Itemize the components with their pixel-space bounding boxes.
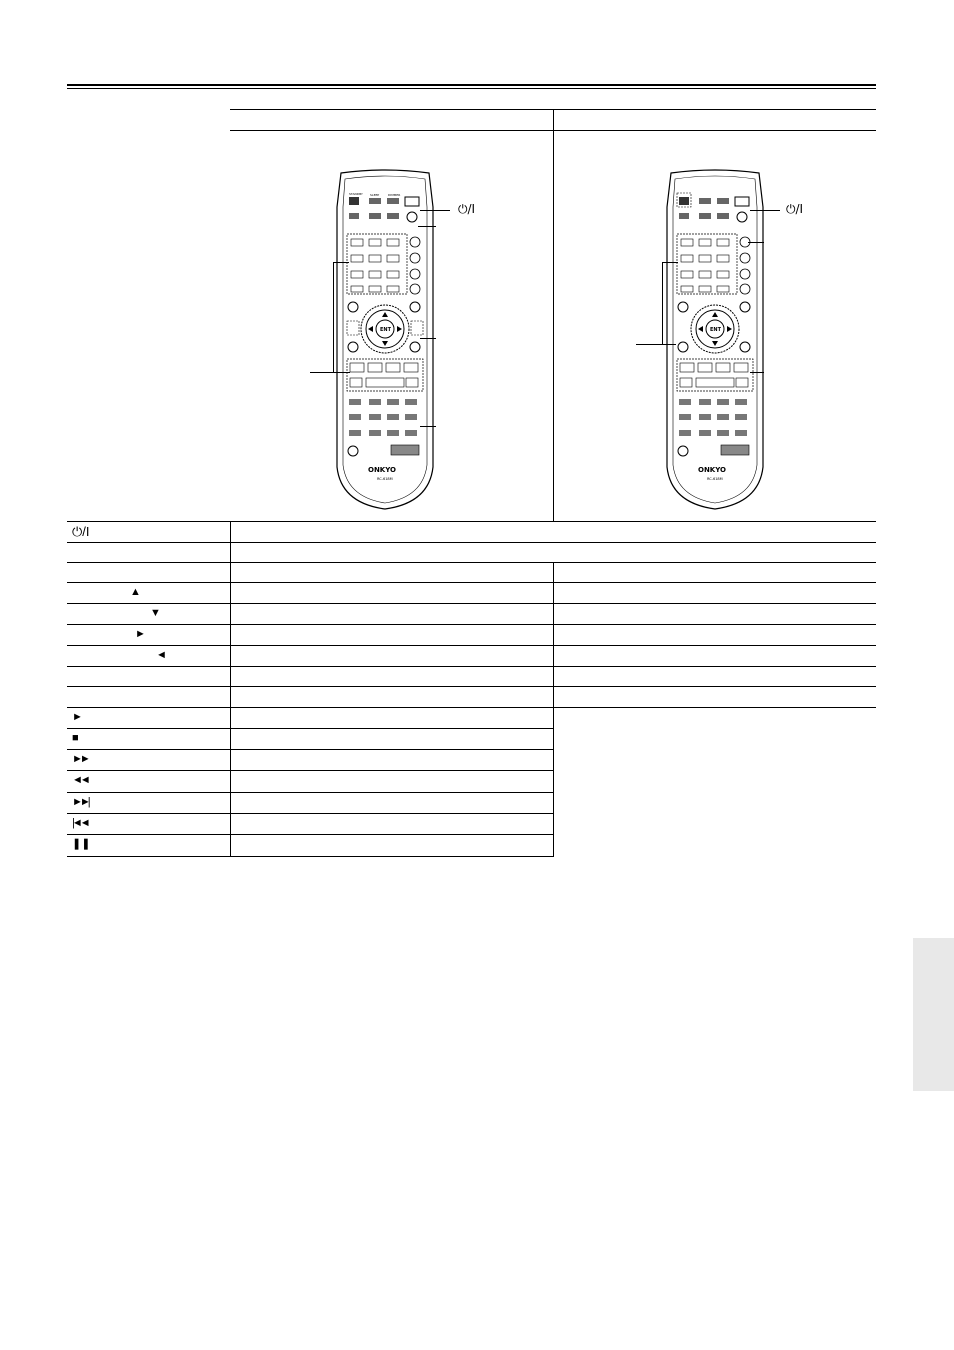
row-line [67,582,876,583]
left-callout-inputs [420,426,436,427]
row-symbol-power: ⏻/I [72,524,90,539]
left-callout-transport [310,372,350,373]
left-callout-power [420,210,450,211]
svg-text:RC-618M: RC-618M [707,477,723,481]
row-line [67,666,876,667]
row-line [67,728,554,729]
svg-text:ONKYO: ONKYO [698,466,727,474]
top-rule-thin [67,88,876,89]
row-line [67,834,554,835]
row-line [67,813,554,814]
right-callout-power-label: ⏻/I [786,202,804,216]
row-symbol-previous: |◄◄ [72,817,88,829]
row-line [67,770,554,771]
left-callout-arrows [420,338,436,339]
svg-text:RC-618M: RC-618M [377,477,393,481]
left-callout-bracket [333,262,334,372]
row-line [67,749,554,750]
svg-text:ENT: ENT [380,327,392,333]
table-top-rule [67,521,876,522]
left-callout-power-label: ⏻/I [458,202,476,216]
table-label-divider [230,521,231,857]
row-line [67,645,876,646]
right-callout-power [750,210,780,211]
row-symbol-down: ▼ [150,607,161,619]
remote-illustration-left [333,167,437,513]
row-symbol-fast-forward: ►► [72,753,88,765]
row-line [67,562,876,563]
right-callout-numpad [662,262,678,263]
svg-text:SLEEP: SLEEP [370,193,380,197]
row-line [67,603,876,604]
row-symbol-up: ▲ [130,586,141,598]
right-callout-bracket [662,262,663,344]
svg-text:ONKYO: ONKYO [368,466,397,474]
row-symbol-stop: ■ [72,732,79,744]
svg-text:DIMMER: DIMMER [388,193,401,197]
svg-text:ENT: ENT [710,327,722,333]
right-callout-arrows [636,344,676,345]
left-callout-numpad [333,262,349,263]
row-symbol-rewind: ◄◄ [72,774,88,786]
row-symbol-next: ►►| [72,796,88,808]
column-divider-top [553,109,554,522]
row-line [67,707,876,708]
row-symbol-play: ► [72,711,83,723]
row-line [67,856,554,857]
row-line [67,792,554,793]
left-callout-mode [418,226,436,227]
standby-label: STANDBY [349,192,363,196]
row-line [67,624,876,625]
row-symbol-left: ◄ [156,649,167,661]
right-callout-mode [748,242,764,243]
right-callout-transport [750,372,764,373]
row-symbol-pause: ❚❚ [72,838,91,850]
row-line [67,542,876,543]
row-line [67,686,876,687]
row-symbol-right: ► [135,628,146,640]
remote-illustration-right [663,167,767,513]
section-side-tab [913,938,954,1091]
top-rule-thick [67,84,876,86]
